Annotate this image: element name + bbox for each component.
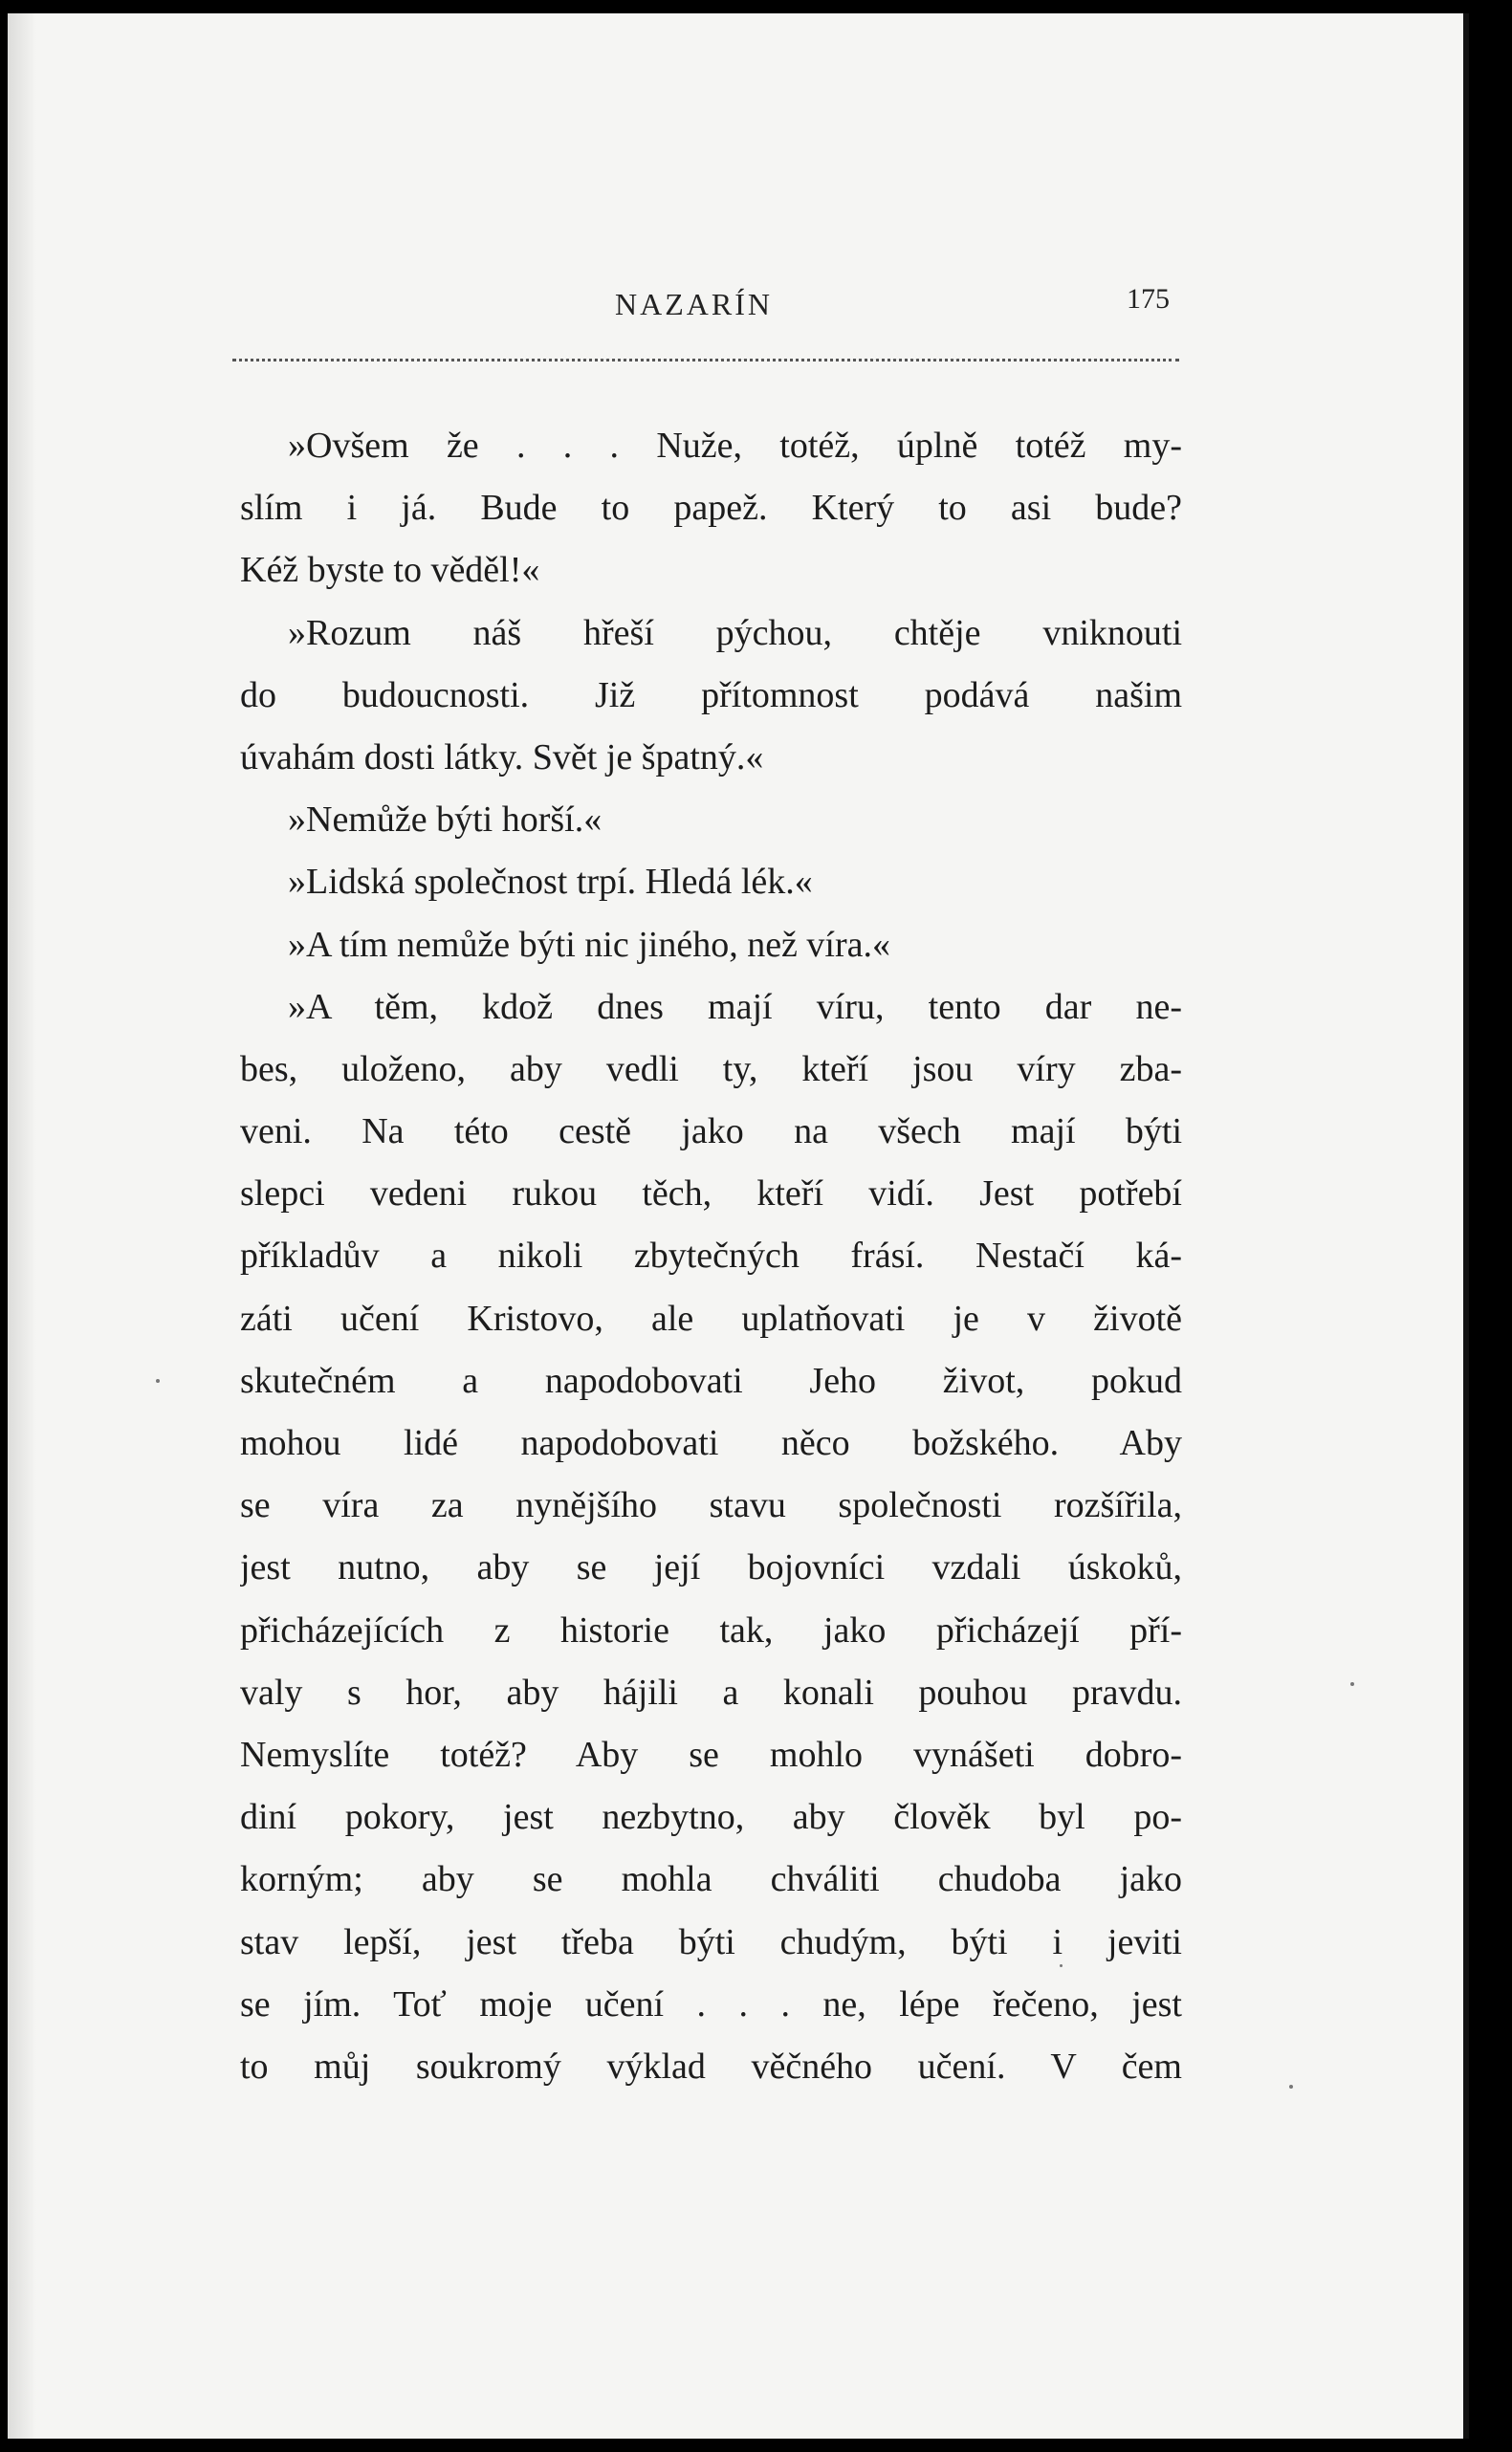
- text-line: stav lepší, jest třeba býti chudým, býti i jeviti: [240, 1921, 1182, 1962]
- text-line: »Lidská společnost trpí. Hledá lék.«: [288, 862, 813, 903]
- text-line: »Rozum náš hřeší pýchou, chtěje vniknouti: [288, 612, 1182, 653]
- page-gutter-shadow: [8, 13, 36, 2439]
- text-line: bes, uloženo, aby vedli ty, kteří jsou víry zba-: [240, 1048, 1182, 1089]
- page-header: [8, 270, 1469, 327]
- text-line: »Ovšem že . . . Nuže, totéž, úplně totéž my-: [288, 426, 1182, 466]
- text-line: »Nemůže býti horší.«: [288, 799, 603, 841]
- running-title: NAZARÍN: [615, 287, 773, 321]
- text-line: mohou lidé napodobovati něco božského. Aby: [240, 1423, 1182, 1463]
- text-line: se jím. Toť moje učení . . . ne, lépe řečeno, jest: [240, 1983, 1182, 2025]
- scan-speck: [1350, 1682, 1354, 1686]
- text-line: skutečném a napodobovati Jeho život, pokud: [240, 1360, 1182, 1401]
- text-line: Kéž byste to věděl!«: [240, 550, 540, 591]
- book-page: [8, 13, 1469, 2439]
- header-dotted-rule: [232, 359, 1179, 361]
- text-line: to můj soukromý výklad věčného učení. V čem: [240, 2046, 1182, 2087]
- text-line: »A těm, kdož dnes mají víru, tento dar ne-: [288, 986, 1182, 1027]
- text-line: valy s hor, aby hájili a konali pouhou pravdu.: [240, 1672, 1182, 1713]
- body-text: [240, 415, 1182, 2098]
- scan-speck: [1060, 1964, 1063, 1967]
- text-line: »A tím nemůže býti nic jiného, než víra.«: [288, 924, 891, 965]
- text-line: Nemyslíte totéž? Aby se mohlo vynášeti dobro-: [240, 1734, 1182, 1775]
- text-line: jest nutno, aby se její bojovníci vzdali úskoků,: [240, 1547, 1182, 1588]
- text-line: přicházejících z historie tak, jako přicházejí pří-: [240, 1609, 1182, 1651]
- text-line: korným; aby se mohla chváliti chudoba jako: [240, 1859, 1182, 1900]
- text-line: záti učení Kristovo, ale uplatňovati je v životě: [240, 1298, 1182, 1339]
- text-line: úvahám dosti látky. Svět je špatný.«: [240, 736, 764, 777]
- text-line: příkladův a nikoli zbytečných frásí. Nestačí ká-: [240, 1236, 1182, 1277]
- text-line: do budoucnosti. Již přítomnost podává našim: [240, 674, 1182, 715]
- text-line: slím i já. Bude to papež. Který to asi bude?: [240, 488, 1182, 529]
- text-line: se víra za nynějšího stavu společnosti rozšířila,: [240, 1485, 1182, 1526]
- page-number: 175: [1127, 283, 1170, 315]
- scan-speck: [1289, 2085, 1293, 2089]
- text-line: diní pokory, jest nezbytno, aby člověk byl po-: [240, 1797, 1182, 1838]
- text-line: veni. Na této cestě jako na všech mají býti: [240, 1111, 1182, 1152]
- scan-speck: [156, 1379, 160, 1383]
- text-line: slepci vedeni rukou těch, kteří vidí. Jest potřebí: [240, 1173, 1182, 1215]
